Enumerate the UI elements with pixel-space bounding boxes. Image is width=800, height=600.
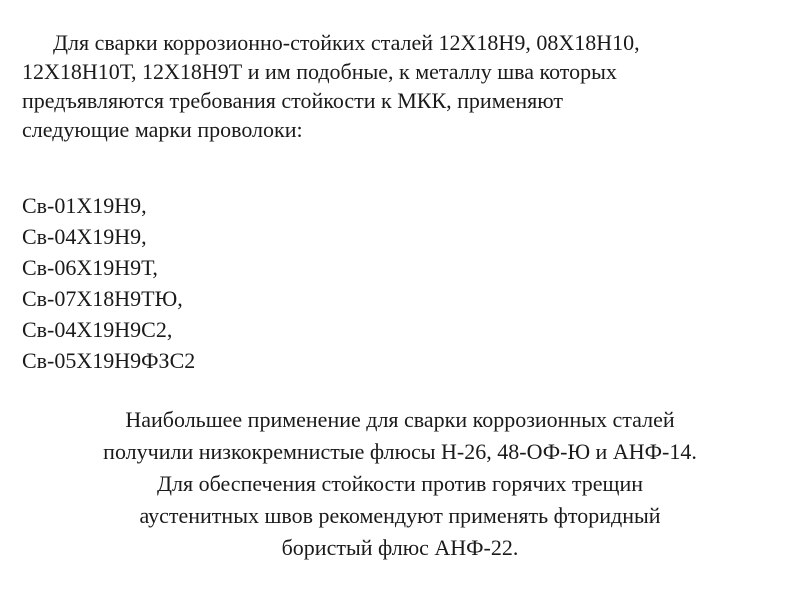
wire-grade-item: Св-04Х19Н9, [22,224,147,249]
wire-grade-item: Св-01Х19Н9, [22,193,147,218]
wire-grade-item: Св-04Х19Н9С2, [22,317,173,342]
wire-grade-list [22,190,195,376]
intro-line: 12Х18Н10Т, 12Х18Н9Т и им подобные, к металлу шва которых [22,59,617,84]
intro-line: предъявляются требования стойкости к МКК, применяют [22,88,564,113]
conclusion-line: получили низкокремнистые флюсы Н-26, 48-ОФ-Ю и АНФ-14. [103,439,697,464]
wire-grade-item: Св-06Х19Н9Т, [22,255,158,280]
wire-grade-item: Св-07Х18Н9ТЮ, [22,286,183,311]
conclusion-line: аустенитных швов рекомендуют применять фторидный [139,503,661,528]
conclusion-line: бористый флюс АНФ-22. [281,535,519,560]
wire-grade-item: Св-05Х19Н9ФЗС2 [22,348,196,373]
intro-paragraph [22,28,792,144]
intro-line: следующие марки проволоки: [22,117,303,142]
intro-line: Для сварки коррозионно-стойких сталей 12Х18Н9, 08Х18Н10, [53,30,640,55]
conclusion-line: Наибольшее применение для сварки коррозионных сталей [125,407,675,432]
conclusion-paragraph [0,404,800,564]
conclusion-line: Для обеспечения стойкости против горячих трещин [156,471,644,496]
